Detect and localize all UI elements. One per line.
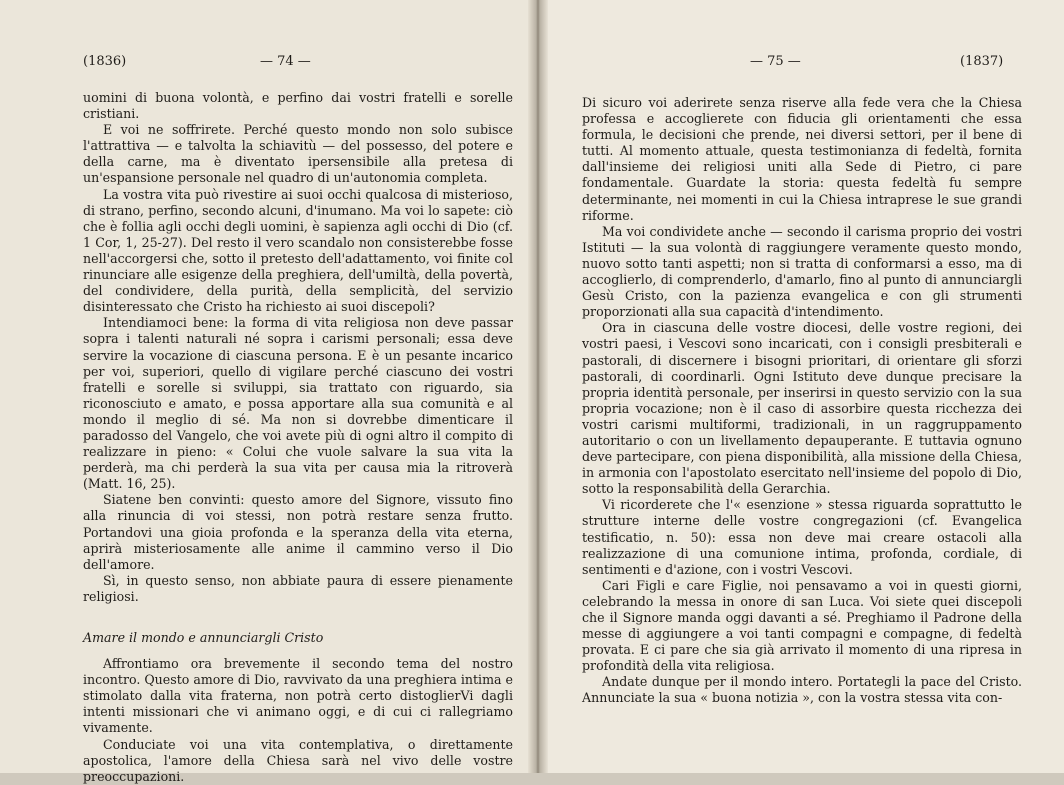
paragraph: Ora in ciascuna delle vostre diocesi, delle vostre regioni, dei vostri paesi, i Vescovi sono incaricati, con i consigli presbiterali e pastorali, di discernere i bisogni prioritari, di orientare gli sforzi pastorali, di coordinarli. Ogni Istituto deve dunque precisare la propria identità personale, per inserirsi in questo servizio con la sua propria vocazione; non è il caso di assorbire questa ricchezza dei vostri carismi multiformi, tradizionali, in un raggruppamento autoritario o con un livellamento depauperante. E tuttavia ognuno deve partecipare, con piena disponibilità, alla missione della Chiesa, in armonia con l'apostolato esercitato nell'insieme del popolo di Dio, sotto la responsabilità della Gerarchia. <box>582 320 1022 497</box>
paragraph: La vostra vita può rivestire ai suoi occhi qualcosa di misterioso, di strano, perfino, secondo alcuni, d'inumano. Ma voi lo sapete: ciò che è follia agli occhi degli uomini, è sapienza agli occhi di Dio (cf. 1 Cor, 1, 25-27). Del resto il vero scandalo non consisterebbe fosse nell'accorgersi che, sotto il pretesto dell'adattamento, voi finite col rinunciare alle esigenze della preghiera, dell'umiltà, della povertà, del condividere, della purità, della semplicità, del servizio disinteressato che Cristo ha richiesto ai suoi discepoli? <box>83 186 513 315</box>
paragraph: Andate dunque per il mondo intero. Portategli la pace del Cristo. Annunciate la sua « buona notizia », con la vostra stessa vita con- <box>582 674 1022 706</box>
paragraph: Di sicuro voi aderirete senza riserve alla fede vera che la Chiesa professa e accoglierete con fiducia gli orientamenti che essa formula, le decisioni che prende, nei diversi settori, per il bene di tutti. Al momento attuale, questa testimonianza di fedeltà, fornita dall'insieme dei religiosi uniti alla Sede di Pietro, ci pare fondamentale. Guardate la storia: questa fedeltà fu sempre determinante, nei momenti in cui la Chiesa intraprese le sue grandi riforme. <box>582 95 1022 223</box>
paragraph: Affrontiamo ora brevemente il secondo tema del nostro incontro. Questo amore di Dio, ravvivato da una preghiera intima e stimolato dalla vita fraterna, non potrà certo distoglierVi dagli intenti missionari che vi animano oggi, e di cui ci rallegriamo vivamente. <box>83 656 513 736</box>
right-page-body <box>582 95 1022 707</box>
paragraph: Vi ricorderete che l'« esenzione » stessa riguarda soprattutto le strutture interne delle vostre congregazioni (cf. Evangelica testificatio, n. 50): essa non deve mai creare ostacoli alla realizzazione di una comunione intima, profonda, cordiale, di sentimenti e d'azione, con i vostri Vescovi. <box>582 497 1022 577</box>
left-page-section-number: (1836) <box>83 54 127 69</box>
right-page <box>540 0 1064 773</box>
section-heading: Amare il mondo e annunciargli Cristo <box>83 630 324 645</box>
paragraph: Ma voi condividete anche — secondo il carisma proprio dei vostri Istituti — la sua volontà di raggiungere veramente questo mondo, nuovo sotto tanti aspetti; non si tratta di conformarsi a esso, ma di accoglierlo, di comprenderlo, d'amarlo, fino al punto di annunciargli Gesù Cristo, con la pazienza evangelica e con gli strumenti proporzionati alla sua capacità d'intendimento. <box>582 223 1022 320</box>
left-page-number: — 74 — <box>260 54 311 69</box>
book-gutter <box>528 0 548 773</box>
paragraph: Intendiamoci bene: la forma di vita religiosa non deve passar sopra i talenti naturali né sopra i carismi personali; essa deve servire la vocazione di ciascuna persona. E è un pesante incarico per voi, superiori, quello di vigilare perché ciascuno dei vostri fratelli e sorelle si sviluppi, sia trattato con riguardo, sia riconosciuto e amato, e possa apportare alla sua comunità e al mondo il meglio di sé. Ma non si dovrebbe dimenticare il paradosso del Vangelo, che voi avete più di ogni altro il compito di realizzare in pieno: « Colui che vuole salvare la sua vita la perderà, ma chi perderà la sua vita per causa mia la ritroverà (Matt. 16, 25). <box>83 315 513 492</box>
paragraph: Sì, in questo senso, non abbiate paura di essere pienamente religiosi. <box>83 572 513 604</box>
paragraph: E voi ne soffrirete. Perché questo mondo non solo subisce l'attrattiva — e talvolta la schiavitù — del possesso, del potere e della carne, ma è diventato ipersensibile alla pretesa di un'espansione personale nel quadro di un'autonomia completa. <box>83 122 513 186</box>
left-page-body <box>83 90 513 785</box>
paragraph: uomini di buona volontà, e perfino dai vostri fratelli e sorelle cristiani. <box>83 90 513 122</box>
paragraph: Conduciate voi una vita contemplativa, o direttamente apostolica, l'amore della Chiesa sarà nel vivo delle vostre preoccupazioni. <box>83 736 513 784</box>
paragraph: Siatene ben convinti: questo amore del Signore, vissuto fino alla rinuncia di voi stessi, non potrà restare senza frutto. Portandovi una gioia profonda e la speranza della vita eterna, aprirà misteriosamente alle anime il cammino verso il Dio dell'amore. <box>83 492 513 572</box>
paragraph: Cari Figli e care Figlie, noi pensavamo a voi in questi giorni, celebrando la messa in onore di san Luca. Voi siete quei discepoli che il Signore manda oggi davanti a sé. Preghiamo il Padrone della messe di aggiungere a voi tanti compagni e compagne, di fedeltà provata. E ci pare che sia già arrivato il momento di una ripresa in profondità della vita religiosa. <box>582 577 1022 674</box>
right-page-section-number: (1837) <box>960 54 1004 69</box>
right-page-number: — 75 — <box>750 54 801 69</box>
